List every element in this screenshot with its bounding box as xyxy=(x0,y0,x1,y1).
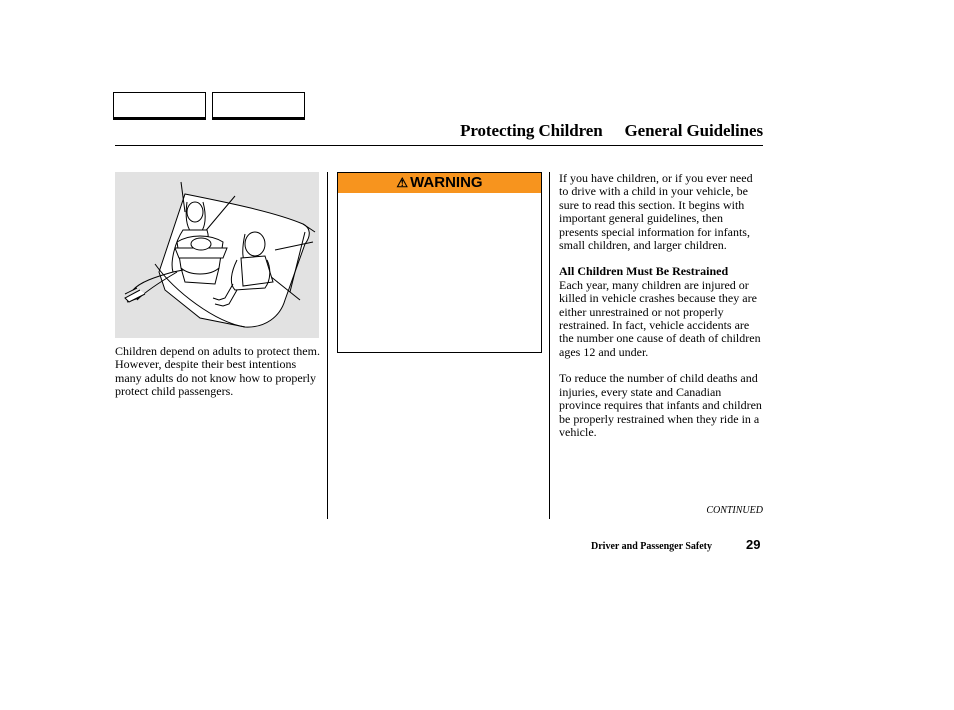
column-divider-2 xyxy=(549,172,550,519)
child-seat-illustration xyxy=(115,172,319,338)
right-column xyxy=(559,172,763,452)
warning-box xyxy=(337,172,542,353)
column-divider-1 xyxy=(327,172,328,519)
continued-label: CONTINUED xyxy=(706,505,763,516)
section-heading: All Children Must Be Restrained xyxy=(559,264,729,279)
header-divider xyxy=(115,145,763,146)
footer-section-name: Driver and Passenger Safety xyxy=(591,541,713,552)
page-title xyxy=(460,121,763,141)
warning-label: WARNING xyxy=(410,174,483,191)
subsection-title: General Guidelines xyxy=(624,121,763,140)
intro-paragraph: Children depend on adults to protect them. However, despite their best intentions many adults do not know how to properly protect child passengers. xyxy=(115,344,320,399)
warning-banner xyxy=(338,173,541,193)
warning-triangle-icon: ⚠ xyxy=(396,175,409,190)
law-paragraph: To reduce the number of child deaths and injuries, every state and Canadian province requires that infants and children be properly restrained when they ride in a vehicle. xyxy=(559,371,762,439)
right-intro-paragraph: If you have children, or if you ever need to drive with a child in your vehicle, be sure to read this section. It begins with important general guidelines, then presents special information for infants, small children, and larger children. xyxy=(559,171,753,253)
restraint-paragraph: Each year, many children are injured or killed in vehicle crashes because they are either unrestrained or not properly restrained. In fact, vehicle accidents are the number one cause of death of children ages 12 and under. xyxy=(559,277,761,359)
nav-tab-1[interactable] xyxy=(113,92,206,118)
nav-tab-2[interactable] xyxy=(212,92,305,118)
page-number: 29 xyxy=(746,537,761,552)
section-title: Protecting Children xyxy=(460,121,603,140)
